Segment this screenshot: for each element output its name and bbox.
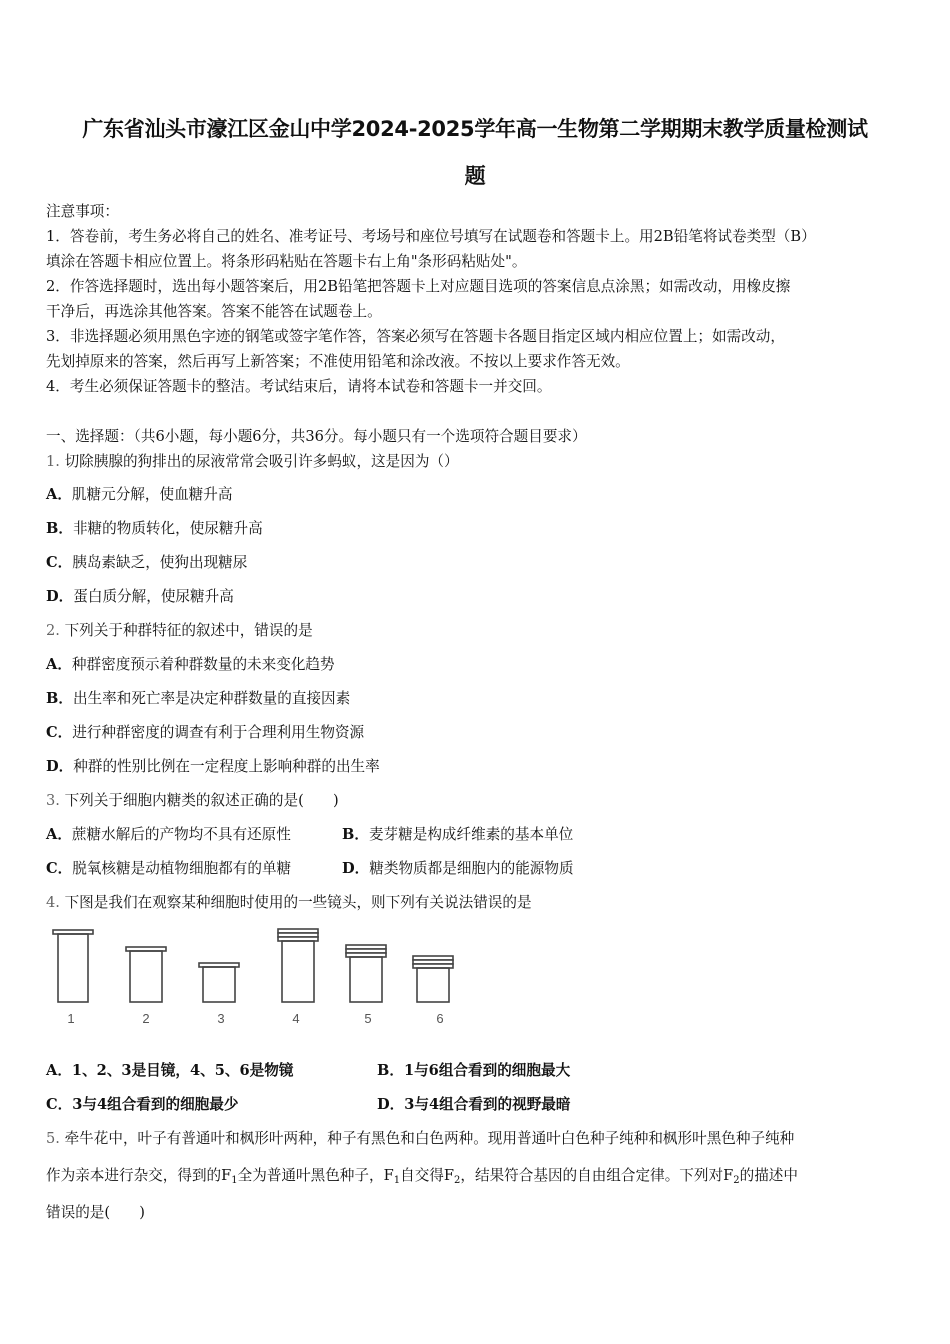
option-text: 种群的性别比例在一定程度上影响种群的出生率 [73, 758, 380, 775]
lens-label: 3 [217, 1011, 225, 1026]
option-label: C． [46, 724, 73, 741]
option-text: 3与4组合看到的视野最暗 [404, 1096, 571, 1113]
question-number: 4. [46, 894, 60, 911]
lens-5-objective [346, 945, 386, 1002]
option-label: D． [377, 1096, 405, 1113]
question-text: 切除胰腺的狗排出的尿液常常会吸引许多蚂蚁，这是因为（） [64, 453, 459, 470]
question-2-option-c [46, 723, 364, 743]
option-label: D． [46, 758, 74, 775]
option-label: C． [46, 860, 73, 877]
lens-6-objective [413, 956, 453, 1002]
question-text: ，结果符合基因的自由组合定律。下列对F [460, 1167, 734, 1184]
option-label: D． [46, 588, 74, 605]
question-4-option-d [377, 1095, 571, 1115]
question-1-stem [46, 452, 459, 472]
question-1-option-c [46, 553, 247, 573]
question-text: 下图是我们在观察某种细胞时使用的一些镜头，则下列有关说法错误的是 [64, 894, 532, 911]
notice-line: 1．答卷前，考生务必将自己的姓名、准考证号、考场号和座位号填写在试题卷和答题卡上。用2B铅笔将试卷类型（B） [46, 228, 816, 245]
notice-line: 4．考生必须保证答题卡的整洁。考试结束后，请将本试卷和答题卡一并交回。 [46, 378, 552, 395]
lens-label: 2 [142, 1011, 150, 1026]
lens-label: 4 [292, 1011, 300, 1026]
notice-heading: 注意事项： [46, 203, 119, 220]
question-text: 全为普通叶黑色种子，F [237, 1167, 394, 1184]
question-number: 1. [46, 453, 60, 470]
question-4-option-a [46, 1061, 293, 1081]
question-number: 5. [46, 1130, 60, 1147]
notice-line: 先划掉原来的答案，然后再写上新答案；不准使用铅笔和涂改液。不按以上要求作答无效。 [46, 353, 630, 370]
question-3-option-c [46, 859, 291, 879]
subscript: 1 [393, 1175, 401, 1186]
option-label: A． [46, 826, 72, 843]
option-text: 蛋白质分解，使尿糖升高 [73, 588, 234, 605]
notice-line: 干净后，再选涂其他答案。答案不能答在试题卷上。 [46, 303, 382, 320]
option-text: 种群密度预示着种群数量的未来变化趋势 [71, 656, 335, 673]
question-1-option-d [46, 587, 234, 607]
question-text: 的描述中 [739, 1167, 798, 1184]
lens-label: 5 [364, 1011, 372, 1026]
option-label: B． [342, 826, 369, 843]
option-text: 胰岛素缺乏，使狗出现糖尿 [72, 554, 248, 571]
question-2-option-d [46, 757, 380, 777]
subscript: 1 [231, 1175, 238, 1186]
option-text: 脱氧核糖是动植物细胞都有的单糖 [72, 860, 292, 877]
question-3-option-d [342, 859, 574, 879]
option-text: 非糖的物质转化，使尿糖升高 [72, 520, 263, 537]
question-5-stem-line2 [46, 1166, 798, 1191]
question-number: 3. [46, 792, 60, 809]
notice-line: 3．非选择题必须用黑色字迹的钢笔或签字笔作答，答案必须写在答题卡各题目指定区域内相应位置上；如需改动， [46, 328, 785, 345]
option-text: 糖类物质都是细胞内的能源物质 [369, 860, 574, 877]
question-4-option-b [377, 1061, 570, 1081]
question-number: 2. [46, 622, 60, 639]
question-2-stem [46, 621, 313, 641]
question-5-stem-line3: 错误的是( ) [46, 1204, 145, 1221]
lens-4-objective [278, 929, 318, 1002]
question-1-option-b [46, 519, 263, 539]
option-label: B． [46, 520, 73, 537]
lens-3-eyepiece [199, 963, 239, 1002]
subscript: 2 [733, 1175, 740, 1186]
question-5-stem-line1 [46, 1129, 794, 1149]
option-text: 出生率和死亡率是决定种群数量的直接因素 [72, 690, 351, 707]
question-3-option-a [46, 825, 291, 845]
notice-line: 填涂在答题卡相应位置上。将条形码粘贴在答题卡右上角"条形码粘贴处"。 [46, 253, 527, 270]
option-label: B． [377, 1062, 404, 1079]
option-text: 蔗糖水解后的产物均不具有还原性 [71, 826, 291, 843]
lens-label: 6 [436, 1011, 444, 1026]
option-label: A． [46, 486, 72, 503]
option-text: 1与6组合看到的细胞最大 [403, 1062, 571, 1079]
option-text: 麦芽糖是构成纤维素的基本单位 [368, 826, 574, 843]
option-text: 进行种群密度的调查有利于合理利用生物资源 [72, 724, 365, 741]
question-3-option-b [342, 825, 573, 845]
question-text: 作为亲本进行杂交，得到的F [46, 1167, 232, 1184]
option-label: B． [46, 690, 73, 707]
section-heading: 一、选择题：（共6小题，每小题6分，共36分。每小题只有一个选项符合题目要求） [46, 428, 587, 445]
question-text: 下列关于种群特征的叙述中，错误的是 [64, 622, 313, 639]
question-2-option-b [46, 689, 350, 709]
subscript: 2 [454, 1175, 461, 1186]
exam-title-line2: 题 [464, 164, 486, 188]
lens-label: 1 [67, 1011, 75, 1026]
notice-line: 2．作答选择题时，选出每小题答案后，用2B铅笔把答题卡上对应题目选项的答案信息点涂黑；如需改动，用橡皮擦 [46, 278, 791, 295]
question-text: 下列关于细胞内糖类的叙述正确的是( ) [64, 792, 339, 809]
option-label: D． [342, 860, 370, 877]
question-3-stem [46, 791, 339, 811]
option-text: 1、2、3是目镜，4、5、6是物镜 [71, 1062, 294, 1079]
lens-1-eyepiece [53, 930, 93, 1002]
question-4-option-c [46, 1095, 238, 1115]
exam-title-line1: 广东省汕头市濠江区金山中学2024-2025学年高一生物第二学期期末教学质量检测试 [82, 117, 868, 141]
option-label: C． [46, 554, 73, 571]
question-text: 牵牛花中，叶子有普通叶和枫形叶两种，种子有黑色和白色两种。现用普通叶白色种子纯种和枫形叶黑色种子纯种 [64, 1130, 795, 1147]
option-label: A． [46, 656, 72, 673]
microscope-lens-figure [46, 922, 466, 1032]
question-text: 自交得F [400, 1167, 455, 1184]
question-4-stem [46, 893, 532, 913]
option-text: 3与4组合看到的细胞最少 [72, 1096, 239, 1113]
question-1-option-a [46, 485, 232, 505]
lens-2-eyepiece [126, 947, 166, 1002]
question-2-option-a [46, 655, 335, 675]
option-label: C． [46, 1096, 73, 1113]
option-label: A． [46, 1062, 72, 1079]
option-text: 肌糖元分解，使血糖升高 [71, 486, 233, 503]
